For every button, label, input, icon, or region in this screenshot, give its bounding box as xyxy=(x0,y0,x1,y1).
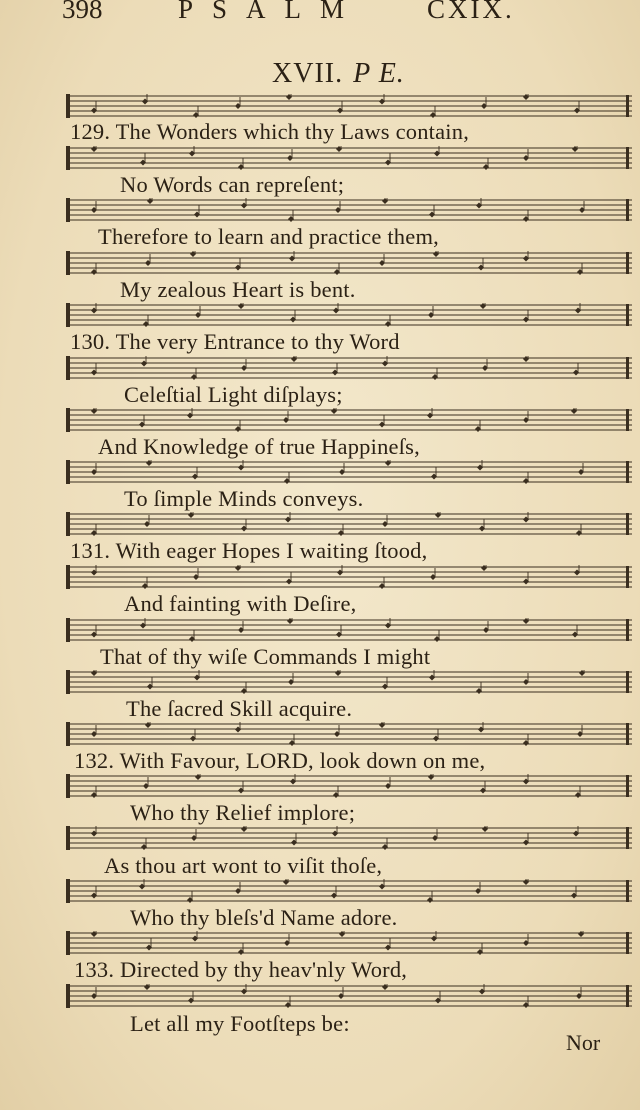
lyric-line: 131. With eager Hopes I waiting ſtood, xyxy=(70,538,428,563)
music-staff xyxy=(66,670,632,694)
music-staff xyxy=(66,251,632,275)
lyric-line: Who thy bleſs'd Name adore. xyxy=(130,905,398,930)
music-staff xyxy=(66,408,632,432)
lyric-line: No Words can repreſent; xyxy=(120,172,345,197)
lyric-line: Therefore to learn and practice them, xyxy=(98,224,439,249)
lyric-line: And Knowledge of true Happineſs, xyxy=(98,434,420,459)
lyric-line: To ſimple Minds conveys. xyxy=(124,486,364,511)
running-title: PSALM xyxy=(178,0,364,24)
music-staff xyxy=(66,984,632,1008)
lyric-line: Who thy Relief implore; xyxy=(130,800,356,825)
music-staff xyxy=(66,303,632,327)
music-staff xyxy=(66,722,632,746)
music-staff xyxy=(66,931,632,955)
music-staff xyxy=(66,826,632,850)
lyric-line: 129. The Wonders which thy Laws contain, xyxy=(70,119,470,144)
lyric-line: And fainting with Deſire, xyxy=(124,591,357,616)
page-number: 398 xyxy=(62,0,103,24)
catchword: Nor xyxy=(566,1030,601,1055)
lyric-line: 133. Directed by thy heav'nly Word, xyxy=(74,957,408,982)
lyric-line: 130. The very Entrance to thy Word xyxy=(70,329,400,354)
music-staff xyxy=(66,94,632,118)
music-staff xyxy=(66,512,632,536)
psalm-number: CXIX. xyxy=(427,0,515,24)
music-staff xyxy=(66,146,632,170)
section-number: XVII. xyxy=(272,58,344,89)
music-staff xyxy=(66,198,632,222)
music-staff xyxy=(66,618,632,642)
page-header xyxy=(0,0,640,30)
lyric-line: The ſacred Skill acquire. xyxy=(126,696,353,721)
music-staff xyxy=(66,774,632,798)
lyric-line: Celeſtial Light diſplays; xyxy=(124,382,343,407)
section-letter: P E. xyxy=(353,58,405,89)
lyric-line: As thou art wont to viſit thoſe, xyxy=(104,853,383,878)
music-staff xyxy=(66,356,632,380)
lyric-line: Let all my Footſteps be: xyxy=(130,1011,350,1036)
lyric-line: That of thy wiſe Commands I might xyxy=(100,644,431,669)
lyric-line: 132. With Favour, LORD, look down on me, xyxy=(74,748,486,773)
section-heading xyxy=(272,58,405,90)
music-staff xyxy=(66,460,632,484)
music-staff xyxy=(66,565,632,589)
lyric-line: My zealous Heart is bent. xyxy=(120,277,356,302)
music-staff xyxy=(66,879,632,903)
